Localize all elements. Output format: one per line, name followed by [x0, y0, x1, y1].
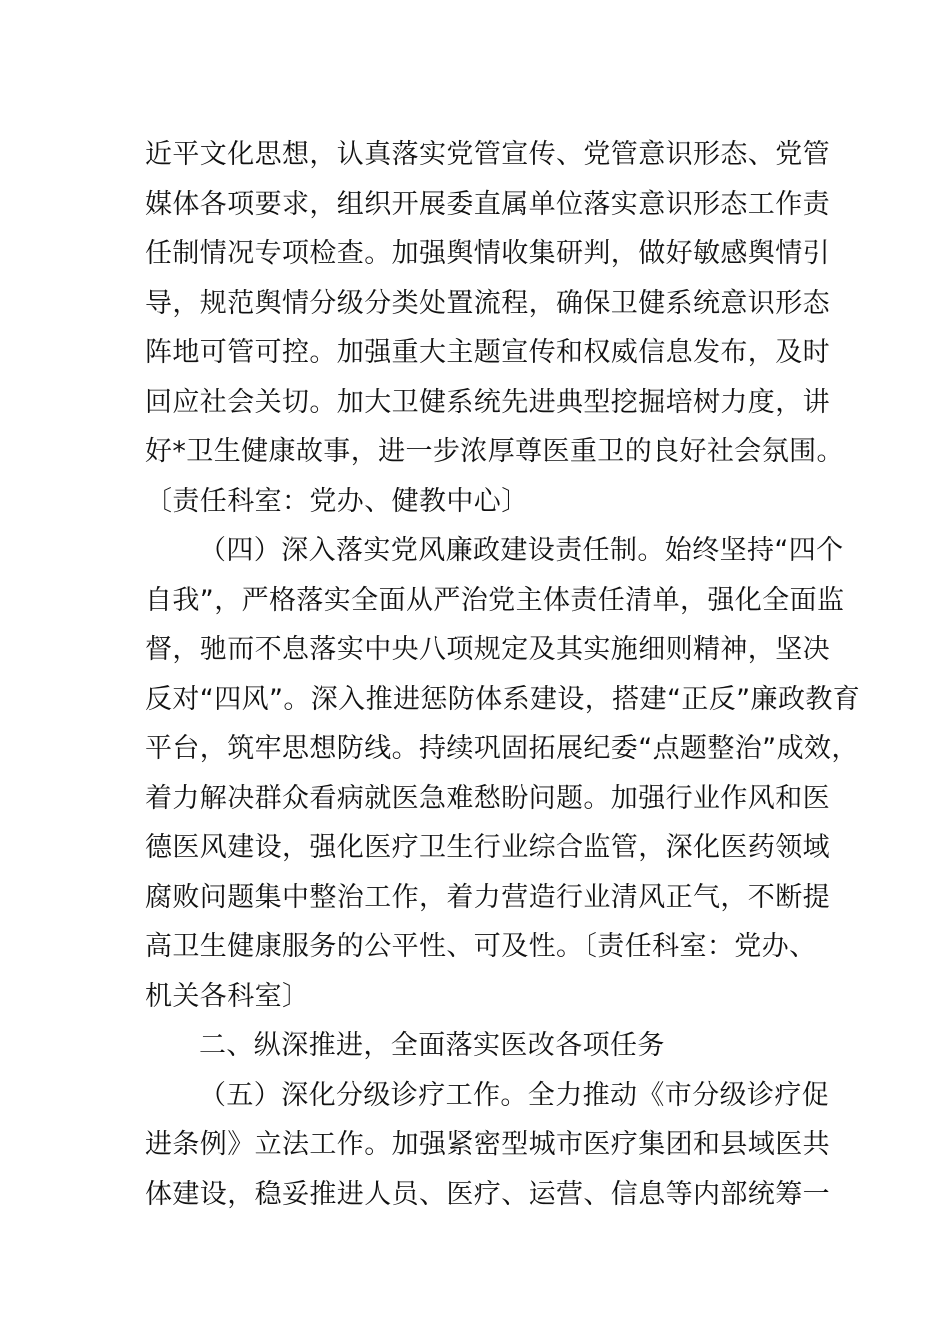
paragraph-line: 督，驰而不息落实中央八项规定及其实施细则精神，坚决	[145, 634, 830, 665]
document-body	[145, 130, 861, 1219]
section-five-first-line: （五）深化分级诊疗工作。全力推动《市分级诊疗促	[199, 1079, 830, 1111]
paragraph-line: 导，规范舆情分级分类处置流程，确保卫健系统意识形态	[145, 287, 830, 319]
responsibility-note: 机关各科室〕	[145, 980, 310, 1012]
paragraph-line: 平台，筑牢思想防线。持续巩固拓展纪委“点题整治”成效，	[145, 733, 859, 764]
paragraph-line: 阵地可管可控。加强重大主题宣传和权威信息发布，及时	[145, 337, 830, 368]
paragraph-line: 腐败问题集中整治工作，着力营造行业清风正气，不断提	[145, 881, 830, 913]
paragraph-line: 好*卫生健康故事，进一步浓厚尊医重卫的良好社会氛围。	[145, 436, 844, 467]
paragraph-line: 回应社会关切。加大卫健系统先进典型挖掘培树力度，讲	[145, 386, 830, 418]
paragraph-line: 媒体各项要求，组织开展委直属单位落实意识形态工作责	[145, 188, 830, 220]
paragraph-line: 高卫生健康服务的公平性、可及性。〔责任科室：党办、	[145, 931, 817, 962]
paragraph-line: 反对“四风”。深入推进惩防体系建设，搭建“正反”廉政教育	[145, 683, 861, 715]
responsibility-note: 〔责任科室：党办、健教中心〕	[145, 485, 529, 517]
paragraph-line: 进条例》立法工作。加强紧密型城市医疗集团和县域医共	[145, 1129, 830, 1160]
paragraph-line: 着力解决群众看病就医急难愁盼问题。加强行业作风和医	[145, 782, 830, 814]
paragraph-line: 体建设，稳妥推进人员、医疗、运营、信息等内部统筹一	[145, 1178, 830, 1210]
paragraph-line: 自我”，严格落实全面从严治党主体责任清单，强化全面监	[145, 584, 845, 616]
paragraph-line: 任制情况专项检查。加强舆情收集研判，做好敏感舆情引	[145, 238, 830, 269]
section-heading-two: 二、纵深推进，全面落实医改各项任务	[199, 1030, 665, 1061]
paragraph-line: 德医风建设，强化医疗卫生行业综合监管，深化医药领域	[145, 832, 830, 863]
section-four-first-line: （四）深入落实党风廉政建设责任制。始终坚持“四个	[199, 535, 844, 566]
paragraph-line: 近平文化思想，认真落实党管宣传、党管意识形态、党管	[145, 139, 830, 170]
